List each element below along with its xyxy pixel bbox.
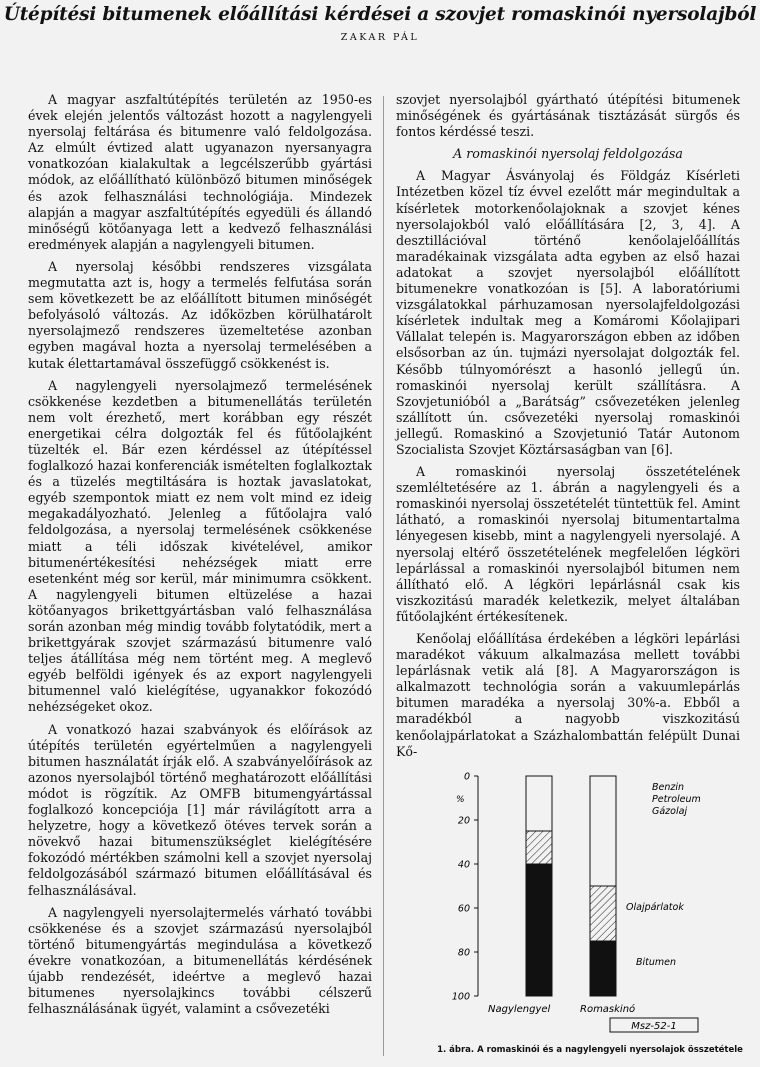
bar-segment-nagylengyel-0 bbox=[526, 776, 552, 831]
paragraph: szovjet nyersolajból gyártható útépítési bitumenek minőségének és gyártásának tisztázását sürgős és fontos kérdéssé teszi. bbox=[396, 92, 740, 140]
article-title: Útépítési bitumenek előállítási kérdései a szovjet romaskinói nyersolajból bbox=[3, 4, 757, 25]
figure-1 bbox=[430, 760, 750, 1060]
section-subheading: A romaskinói nyersolaj feldolgozása bbox=[453, 146, 683, 162]
bar-label-nagylengyel: Nagylengyel bbox=[488, 1004, 551, 1015]
left-column bbox=[28, 92, 372, 1023]
figure-caption: 1. ábra. A romaskinói és a nagylengyeli nyersolajok összetétele bbox=[437, 1045, 743, 1055]
paragraph: Kenőolaj előállítása érdekében a légköri lepárlási maradékot vákuum alkalmazása mellett további lepárlásnak vetik alá [8]. A Magyarországon is alkalmazott technológia során a vakuumlepárlás bitumen maradéka a nyersolaj 30%-a. Ebből a maradékból a nagyobb viszkozitású kenőolajpárlatokat a Százhalombattán felépült Dunai Kő- bbox=[396, 631, 740, 759]
bar-segment-romaskinó-2 bbox=[590, 941, 616, 996]
bar-label-romaskino: Romaskinó bbox=[580, 1004, 636, 1015]
bar-segment-romaskinó-1 bbox=[590, 886, 616, 941]
legend-bitumen: Bitumen bbox=[636, 957, 677, 968]
figure-code: Msz-52-1 bbox=[631, 1021, 677, 1032]
composition-chart bbox=[430, 760, 750, 1040]
paragraph: A nagylengyeli nyersolajmező termelésének csökkenése kezdetben a bitumenellátás területén nem volt érezhető, mert korábban egy részét energetikai célra dolgozták fel és fűtőolajként tüzelték el. Bár ezen kérdéssel az útépítéssel foglalkozó hazai konferenciák ismételten foglalkoztak és a tüzelés megtiltására is hoztak javaslatokat, egyéb szempontok miatt ez nem volt mind ez ideig megakadályozható. Jelenleg a fűtőolajra való feldolgozása, a nyersolaj termelésének csökkenése miatt a téli időszak kivételével, amikor bitumenértékesítési nehézségek miatt erre esetenként még sor kerül, már minimumra csökkent. A nagylengyeli bitumen eltüzelése a hazai kötőanyagos brikettgyártásban való felhasználása során azonban még mindig tovább folytatódik, mert a brikettgyárak szovjet származású bitumenre való teljes átállítása még nem történt meg. A meglevő egyéb belföldi igények és az export nagylengyeli bitumennel való kielégítése, ugyanakkor fokozódó nehézségeket okoz. bbox=[28, 377, 372, 715]
author: ZAKAR PÁL bbox=[340, 32, 420, 43]
paragraph: A nyersolaj későbbi rendszeres vizsgálata megmutatta azt is, hogy a termelés felfutása során sem következett be az előállított bitumen minőségét befolyásoló változás. Az időközben körülhatárolt nyersolajmező rendszeres üzemeltetése azonban egyben magával hozta a nyersolaj termelésében a kutak élettartamával összefüggő csökkenést is. bbox=[28, 258, 372, 371]
paragraph: A magyar aszfaltútépítés területén az 1950-es évek elején jelentős változást hozott a nagylengyeli nyersolaj feltárása és bitumenre való feldolgozása. Az elmúlt évtized alatt ugyanazon nyersanyagra vonatkozóan kialakultak a legcélszerűbb gyártási módok, az előállítható különböző bitumen minőségek és azok felhasználási technológiája. Mindezek alapján a magyar aszfaltútépítés egyedüli és állandó minőségű kötőanyaga lett a kedvező felhasználási eredmények alapján a nagylengyeli bitumen. bbox=[28, 92, 372, 252]
paragraph: A nagylengyeli nyersolajtermelés várható további csökkenése és a szovjet származású nyersolajból történő bitumengyártás megindulása a következő évekre vonatkozóan, a bitumenellátás kérdésének újabb rendezését, ideértve a meglevő hazai bitumenes nyersolajkincs további célszerű felhasználásának ügyét, valamint a csővezetéki bbox=[28, 904, 372, 1017]
legend-gazolaj: Gázolaj bbox=[652, 806, 688, 817]
bar-segment-romaskinó-0 bbox=[590, 776, 616, 886]
legend-benzin: Benzin bbox=[652, 782, 685, 793]
paragraph: A vonatkozó hazai szabványok és előírások az útépítés területén egyértelműen a nagylengyeli bitumen használatát írják elő. A szabványelőírások az azonos nyersolajból történő meghatározott előállítási módot is rögzítik. Az OMFB bitumengyártással foglalkozó koncepciója [1] már rávilágított arra a helyzetre, hogy a következő ötéves tervek során a növekvő hazai bitumenszükséglet kielégítésére fokozódó mértékben számolni kell a szovjet nyersolaj feldolgozásából származó bitumen előállításával és felhasználásával. bbox=[28, 721, 372, 898]
bar-segment-nagylengyel-2 bbox=[526, 864, 552, 996]
y-tick-label: 100 bbox=[451, 991, 470, 1003]
y-tick-label: 80 bbox=[457, 947, 470, 959]
right-column bbox=[396, 92, 740, 766]
legend-olajparlatok: Olajpárlatok bbox=[626, 902, 684, 913]
legend-petroleum: Petroleum bbox=[652, 794, 701, 805]
paragraph: A romaskinói nyersolaj összetételének szemléltetésére az 1. ábrán a nagylengyeli és a romaskinói nyersolaj összetételét tüntettük fel. Amint látható, a romaskinói nyersolaj bitumentartalma lényegesen kisebb, mint a nagylengyeli nyersolajé. A nyersolaj eltérő összetételének megfelelően légköri lepárlással a romaskinói nyersolajból bitumen nem állítható elő. A légköri lepárlásnál csak kis viszkozitású maradék keletkezik, melyet általában fűtőolajként értékesítenek. bbox=[396, 464, 740, 624]
y-tick-label: 20 bbox=[457, 815, 470, 827]
y-tick-label: 0 bbox=[463, 771, 470, 783]
column-divider bbox=[383, 96, 384, 1056]
paragraph: A Magyar Ásványolaj és Földgáz Kísérleti Intézetben közel tíz évvel ezelőtt már megindultak a kísérletek motorkenőolajoknak a szovjet kénes nyersolajokból való előállítására [2, 3, 4]. A desztillációval történő kenőolajelőállítás maradékainak vizsgálata adta egyben az első hazai adatokat a szovjet nyersolajból előállított bitumenekre vonatkozóan is [5]. A laboratóriumi vizsgálatokkal párhuzamosan nyersolajfeldolgozási kísérletek indultak meg a Komáromi Kőolajipari Vállalat telepén is. Magyarországon ebben az időben elsősorban az ún. tujmázi nyersolajat dolgozták fel. Később túlnyomórészt a hasonló jellegű ún. romaskinói nyersolaj került szállításra. A Szovjetunióból a „Barátság” csővezetéken jelenleg szállított ún. csővezetéki nyersolaj romaskinói jellegű. Romaskinó a Szovjetunió Tatár Autonom Szocialista Szovjet Köztársaságban van [6]. bbox=[396, 168, 740, 457]
y-tick-label: 40 bbox=[457, 859, 470, 871]
y-unit-label: % bbox=[456, 795, 465, 805]
y-tick-label: 60 bbox=[457, 903, 470, 915]
bar-segment-nagylengyel-1 bbox=[526, 831, 552, 864]
